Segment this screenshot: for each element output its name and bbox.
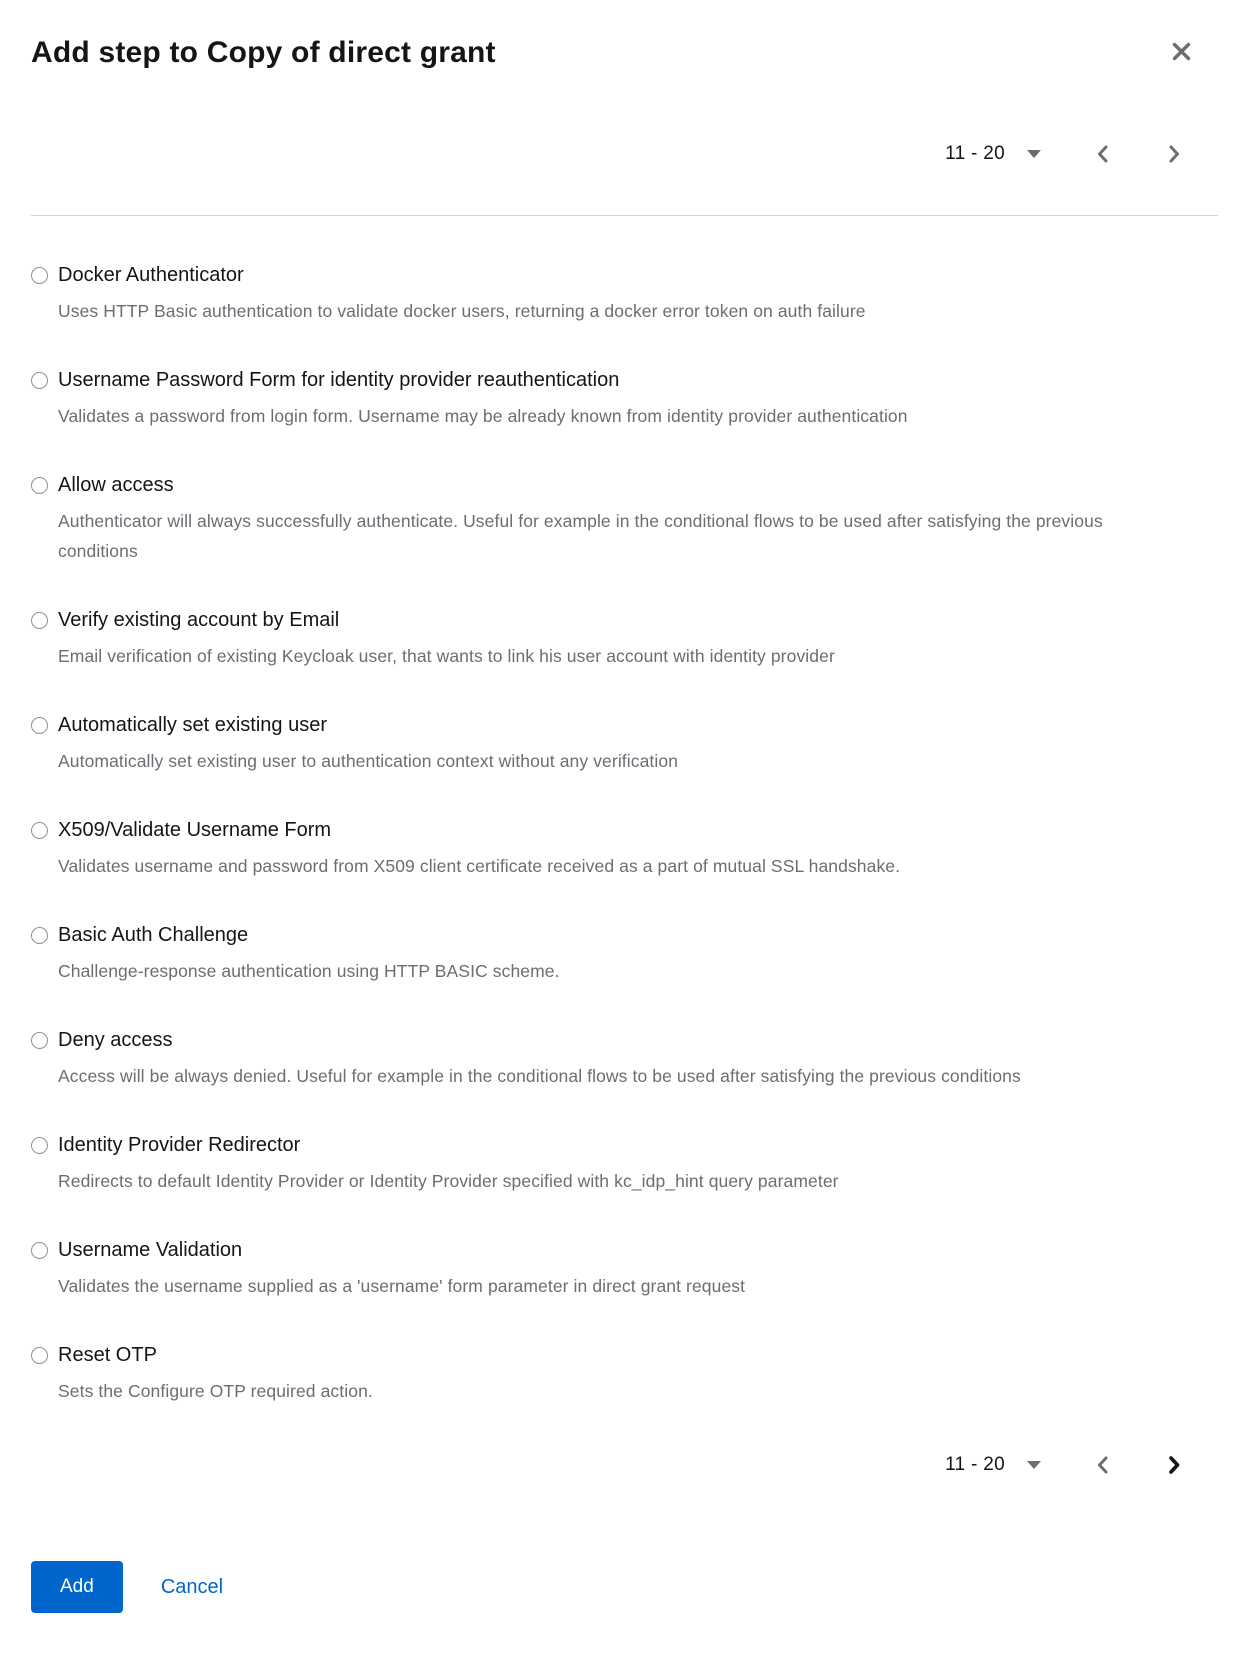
step-item-body (58, 709, 1218, 776)
step-item-body (58, 919, 1218, 986)
modal-header (31, 33, 1218, 73)
step-radio[interactable] (31, 612, 48, 629)
list-item (31, 469, 1218, 566)
step-radio[interactable] (31, 1137, 48, 1154)
step-description: Redirects to default Identity Provider or Identity Provider specified with kc_idp_hint query parameter (58, 1171, 839, 1191)
pagination-range-toggle[interactable] (945, 143, 1041, 165)
list-item (31, 259, 1218, 326)
step-title[interactable]: Reset OTP (58, 1344, 157, 1366)
list-item (31, 1234, 1218, 1301)
step-description: Sets the Configure OTP required action. (58, 1381, 373, 1401)
step-radio[interactable] (31, 927, 48, 944)
step-description: Challenge-response authentication using HTTP BASIC scheme. (58, 961, 560, 981)
next-page-button-bottom[interactable] (1161, 1449, 1188, 1481)
pagination-range-label: 11 - 20 (945, 1454, 1005, 1475)
step-radio[interactable] (31, 1242, 48, 1259)
step-radio[interactable] (31, 477, 48, 494)
step-description: Automatically set existing user to authentication context without any verification (58, 751, 679, 771)
step-title[interactable]: X509/Validate Username Form (58, 819, 332, 841)
pagination-range-label: 11 - 20 (945, 143, 1005, 164)
angle-left-icon (1095, 144, 1110, 164)
step-title[interactable]: Basic Auth Challenge (58, 924, 249, 946)
step-radio[interactable] (31, 1032, 48, 1049)
step-title[interactable]: Verify existing account by Email (58, 609, 340, 631)
step-title[interactable]: Username Password Form for identity provider reauthentication (58, 369, 620, 391)
list-item (31, 709, 1218, 776)
close-button[interactable] (1163, 37, 1200, 66)
step-title[interactable]: Docker Authenticator (58, 264, 244, 286)
step-title[interactable]: Identity Provider Redirector (58, 1134, 301, 1156)
close-icon (1171, 41, 1192, 62)
step-title[interactable]: Deny access (58, 1029, 173, 1051)
step-title[interactable]: Automatically set existing user (58, 714, 328, 736)
step-radio[interactable] (31, 267, 48, 284)
caret-down-icon (1027, 150, 1041, 158)
list-item (31, 604, 1218, 671)
page-title: Add step to Copy of direct grant (31, 36, 496, 69)
step-radio[interactable] (31, 717, 48, 734)
step-description: Access will be always denied. Useful for example in the conditional flows to be used after satisfying the previous conditions (58, 1066, 1021, 1086)
step-item-body (58, 364, 1218, 431)
cancel-button[interactable]: Cancel (160, 1575, 224, 1598)
step-title[interactable]: Allow access (58, 474, 174, 496)
prev-page-button-bottom[interactable] (1089, 1449, 1116, 1481)
next-page-button[interactable] (1161, 138, 1188, 170)
step-item-body (58, 604, 1218, 671)
list-item (31, 1024, 1218, 1091)
step-radio[interactable] (31, 822, 48, 839)
step-item-body (58, 469, 1218, 566)
angle-left-icon (1095, 1455, 1110, 1475)
step-item-body (58, 1129, 1218, 1196)
step-item-body (58, 259, 1218, 326)
step-item-body (58, 1234, 1218, 1301)
list-item (31, 364, 1218, 431)
step-item-body (58, 814, 1218, 881)
angle-right-icon (1167, 144, 1182, 164)
pagination-top (31, 133, 1218, 175)
list-item (31, 1129, 1218, 1196)
step-description: Validates a password from login form. Username may be already known from identity provider authentication (58, 406, 908, 426)
prev-page-button[interactable] (1089, 138, 1116, 170)
step-item-body (58, 1339, 1218, 1406)
caret-down-icon (1027, 1461, 1041, 1469)
modal-footer (31, 1561, 1218, 1613)
add-button[interactable]: Add (31, 1561, 123, 1613)
pagination-bottom (31, 1444, 1218, 1486)
pagination-range-toggle-bottom[interactable] (945, 1454, 1041, 1476)
step-radio[interactable] (31, 372, 48, 389)
list-item (31, 1339, 1218, 1406)
step-radio[interactable] (31, 1347, 48, 1364)
step-description: Uses HTTP Basic authentication to validate docker users, returning a docker error token on auth failure (58, 301, 866, 321)
list-item (31, 919, 1218, 986)
step-item-body (58, 1024, 1218, 1091)
step-description: Authenticator will always successfully authenticate. Useful for example in the conditional flows to be used after satisfying the previous conditions (58, 511, 1103, 561)
step-title[interactable]: Username Validation (58, 1239, 243, 1261)
step-description: Validates username and password from X509 client certificate received as a part of mutual SSL handshake. (58, 856, 901, 876)
step-list (31, 216, 1218, 1406)
angle-right-icon (1167, 1455, 1182, 1475)
step-description: Validates the username supplied as a 'username' form parameter in direct grant request (58, 1276, 746, 1296)
step-description: Email verification of existing Keycloak user, that wants to link his user account with identity provider (58, 646, 835, 666)
list-item (31, 814, 1218, 881)
